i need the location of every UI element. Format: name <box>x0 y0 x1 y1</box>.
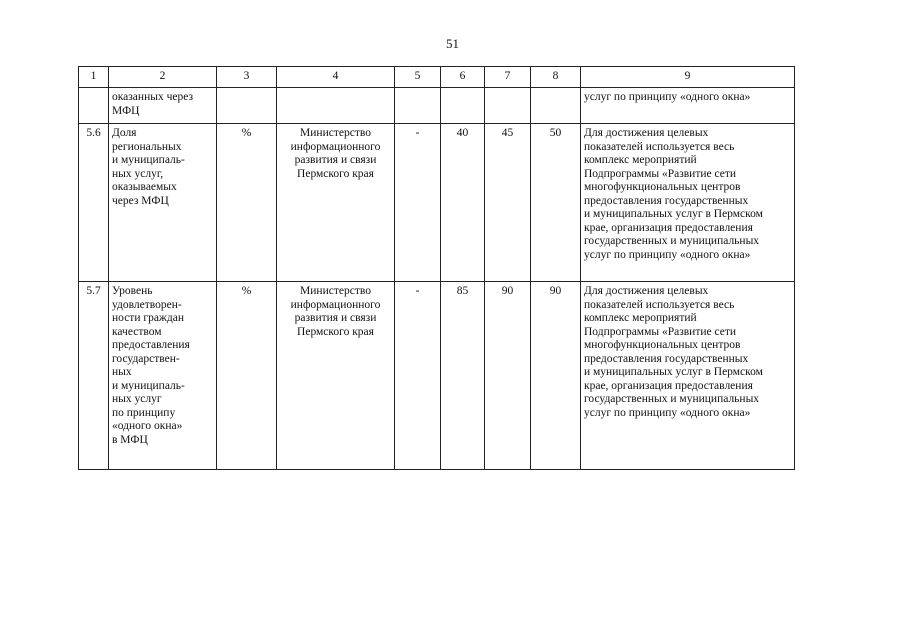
header-cell: 5 <box>395 67 441 88</box>
unit-cell: % <box>217 282 277 470</box>
value-cell: - <box>395 282 441 470</box>
value-cell: 50 <box>531 124 581 282</box>
value-cell: 40 <box>441 124 485 282</box>
value-cell <box>485 88 531 124</box>
value-cell: - <box>395 124 441 282</box>
page-number: 51 <box>446 36 459 51</box>
value-cell: 45 <box>485 124 531 282</box>
header-cell: 9 <box>581 67 795 88</box>
note-cell: Для достижения целевых показателей используется весь комплекс мероприятий Подпрограммы «Развитие сети многофункциональных центров предоставления государственных и муниципальных услуг в Пермском крае, организация предоставления государственных и муниципальных услуг по принципу «одного окна» <box>581 124 795 282</box>
value-cell <box>395 88 441 124</box>
table-row <box>79 124 795 282</box>
header-cell: 2 <box>109 67 217 88</box>
row-number: 5.7 <box>79 282 109 470</box>
responsible-cell: Министерство информационного развития и связи Пермского края <box>277 124 395 282</box>
table-row <box>79 282 795 470</box>
indicator-name: оказанных через МФЦ <box>109 88 217 124</box>
unit-cell: % <box>217 124 277 282</box>
indicator-name: Уровень удовлетворен- ности граждан качеством предоставления государствен- ных и муниципаль- ных услуг по принципу «одного окна» в МФЦ <box>109 282 217 470</box>
responsible-cell <box>277 88 395 124</box>
value-cell: 85 <box>441 282 485 470</box>
responsible-cell: Министерство информационного развития и связи Пермского края <box>277 282 395 470</box>
table-row <box>79 88 795 124</box>
row-number: 5.6 <box>79 124 109 282</box>
header-cell: 6 <box>441 67 485 88</box>
indicator-name: Доля региональных и муниципаль- ных услуг, оказываемых через МФЦ <box>109 124 217 282</box>
note-cell: услуг по принципу «одного окна» <box>581 88 795 124</box>
value-cell: 90 <box>531 282 581 470</box>
row-number <box>79 88 109 124</box>
header-cell: 1 <box>79 67 109 88</box>
value-cell <box>531 88 581 124</box>
header-cell: 4 <box>277 67 395 88</box>
indicators-table <box>78 66 795 470</box>
header-cell: 7 <box>485 67 531 88</box>
unit-cell <box>217 88 277 124</box>
value-cell: 90 <box>485 282 531 470</box>
table-header-row <box>79 67 795 88</box>
note-cell: Для достижения целевых показателей используется весь комплекс мероприятий Подпрограммы «Развитие сети многофункциональных центров предоставления государственных и муниципальных услуг в Пермском крае, организация предоставления государственных и муниципальных услуг по принципу «одного окна» <box>581 282 795 470</box>
header-cell: 3 <box>217 67 277 88</box>
value-cell <box>441 88 485 124</box>
header-cell: 8 <box>531 67 581 88</box>
